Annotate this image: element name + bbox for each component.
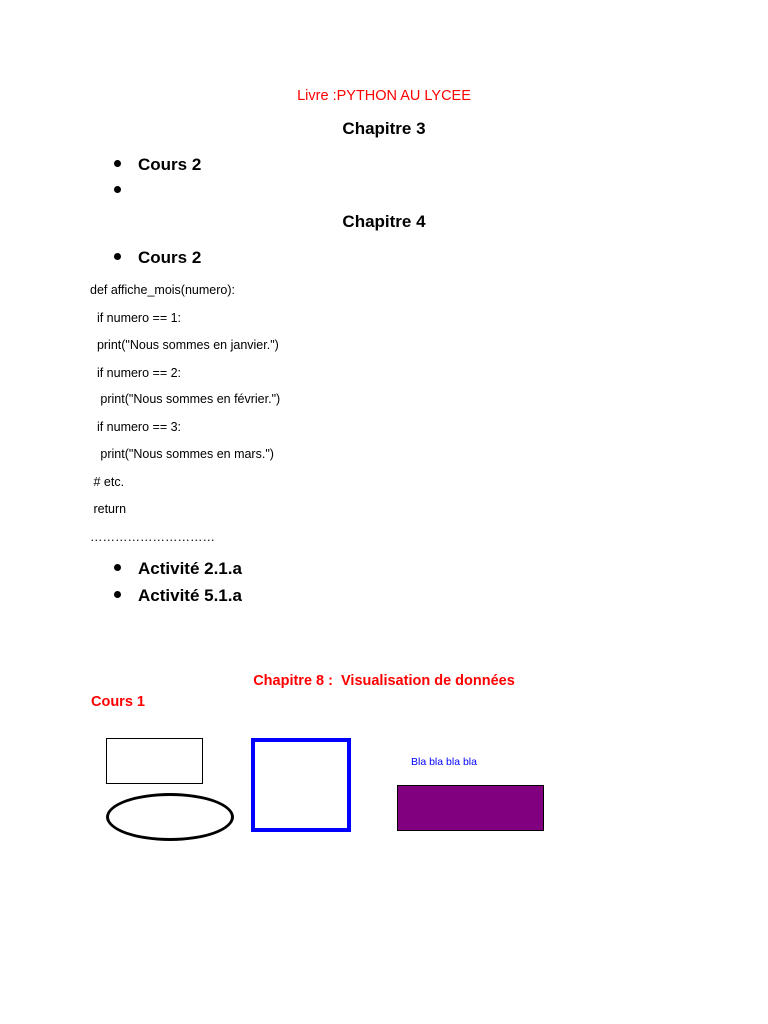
code-line: if numero == 3: <box>90 420 182 434</box>
code-line: ………………………… <box>90 530 215 544</box>
bullet-dot-icon <box>114 591 121 598</box>
bullet-dot-icon <box>114 253 121 260</box>
bullet-dot-icon <box>114 186 121 193</box>
book-title: Livre :PYTHON AU LYCEE <box>297 88 471 104</box>
chapter-3-bullet-2 <box>114 181 138 201</box>
code-line: if numero == 1: <box>90 311 182 325</box>
chapter-3-title: Chapitre 3 <box>342 119 426 138</box>
blue-square-shape <box>251 738 351 832</box>
shape-label: Bla bla bla bla <box>411 756 477 768</box>
code-line: print("Nous sommes en janvier.") <box>90 338 279 352</box>
chapter-4-title: Chapitre 4 <box>342 212 426 231</box>
activity-item-1: Activité 2.1.a <box>114 559 242 579</box>
purple-rectangle-shape <box>397 785 544 831</box>
rectangle-shape <box>106 738 203 784</box>
code-line: return <box>90 502 127 516</box>
code-line: # etc. <box>90 475 125 489</box>
bullet-dot-icon <box>114 564 121 571</box>
chapter-4-bullet-1: Cours 2 <box>114 248 201 268</box>
chapter-8-title: Chapitre 8 : Visualisation de données <box>253 673 515 689</box>
code-line: print("Nous sommes en mars.") <box>90 447 274 461</box>
ellipse-shape <box>106 793 234 841</box>
cours-1-heading: Cours 1 <box>91 694 145 710</box>
bullet-dot-icon <box>114 160 121 167</box>
activity-item-2: Activité 5.1.a <box>114 586 242 606</box>
chapter-3-bullet-1: Cours 2 <box>114 155 201 175</box>
code-line: if numero == 2: <box>90 366 182 380</box>
code-line: print("Nous sommes en février.") <box>90 392 281 406</box>
code-line: def affiche_mois(numero): <box>90 283 235 297</box>
